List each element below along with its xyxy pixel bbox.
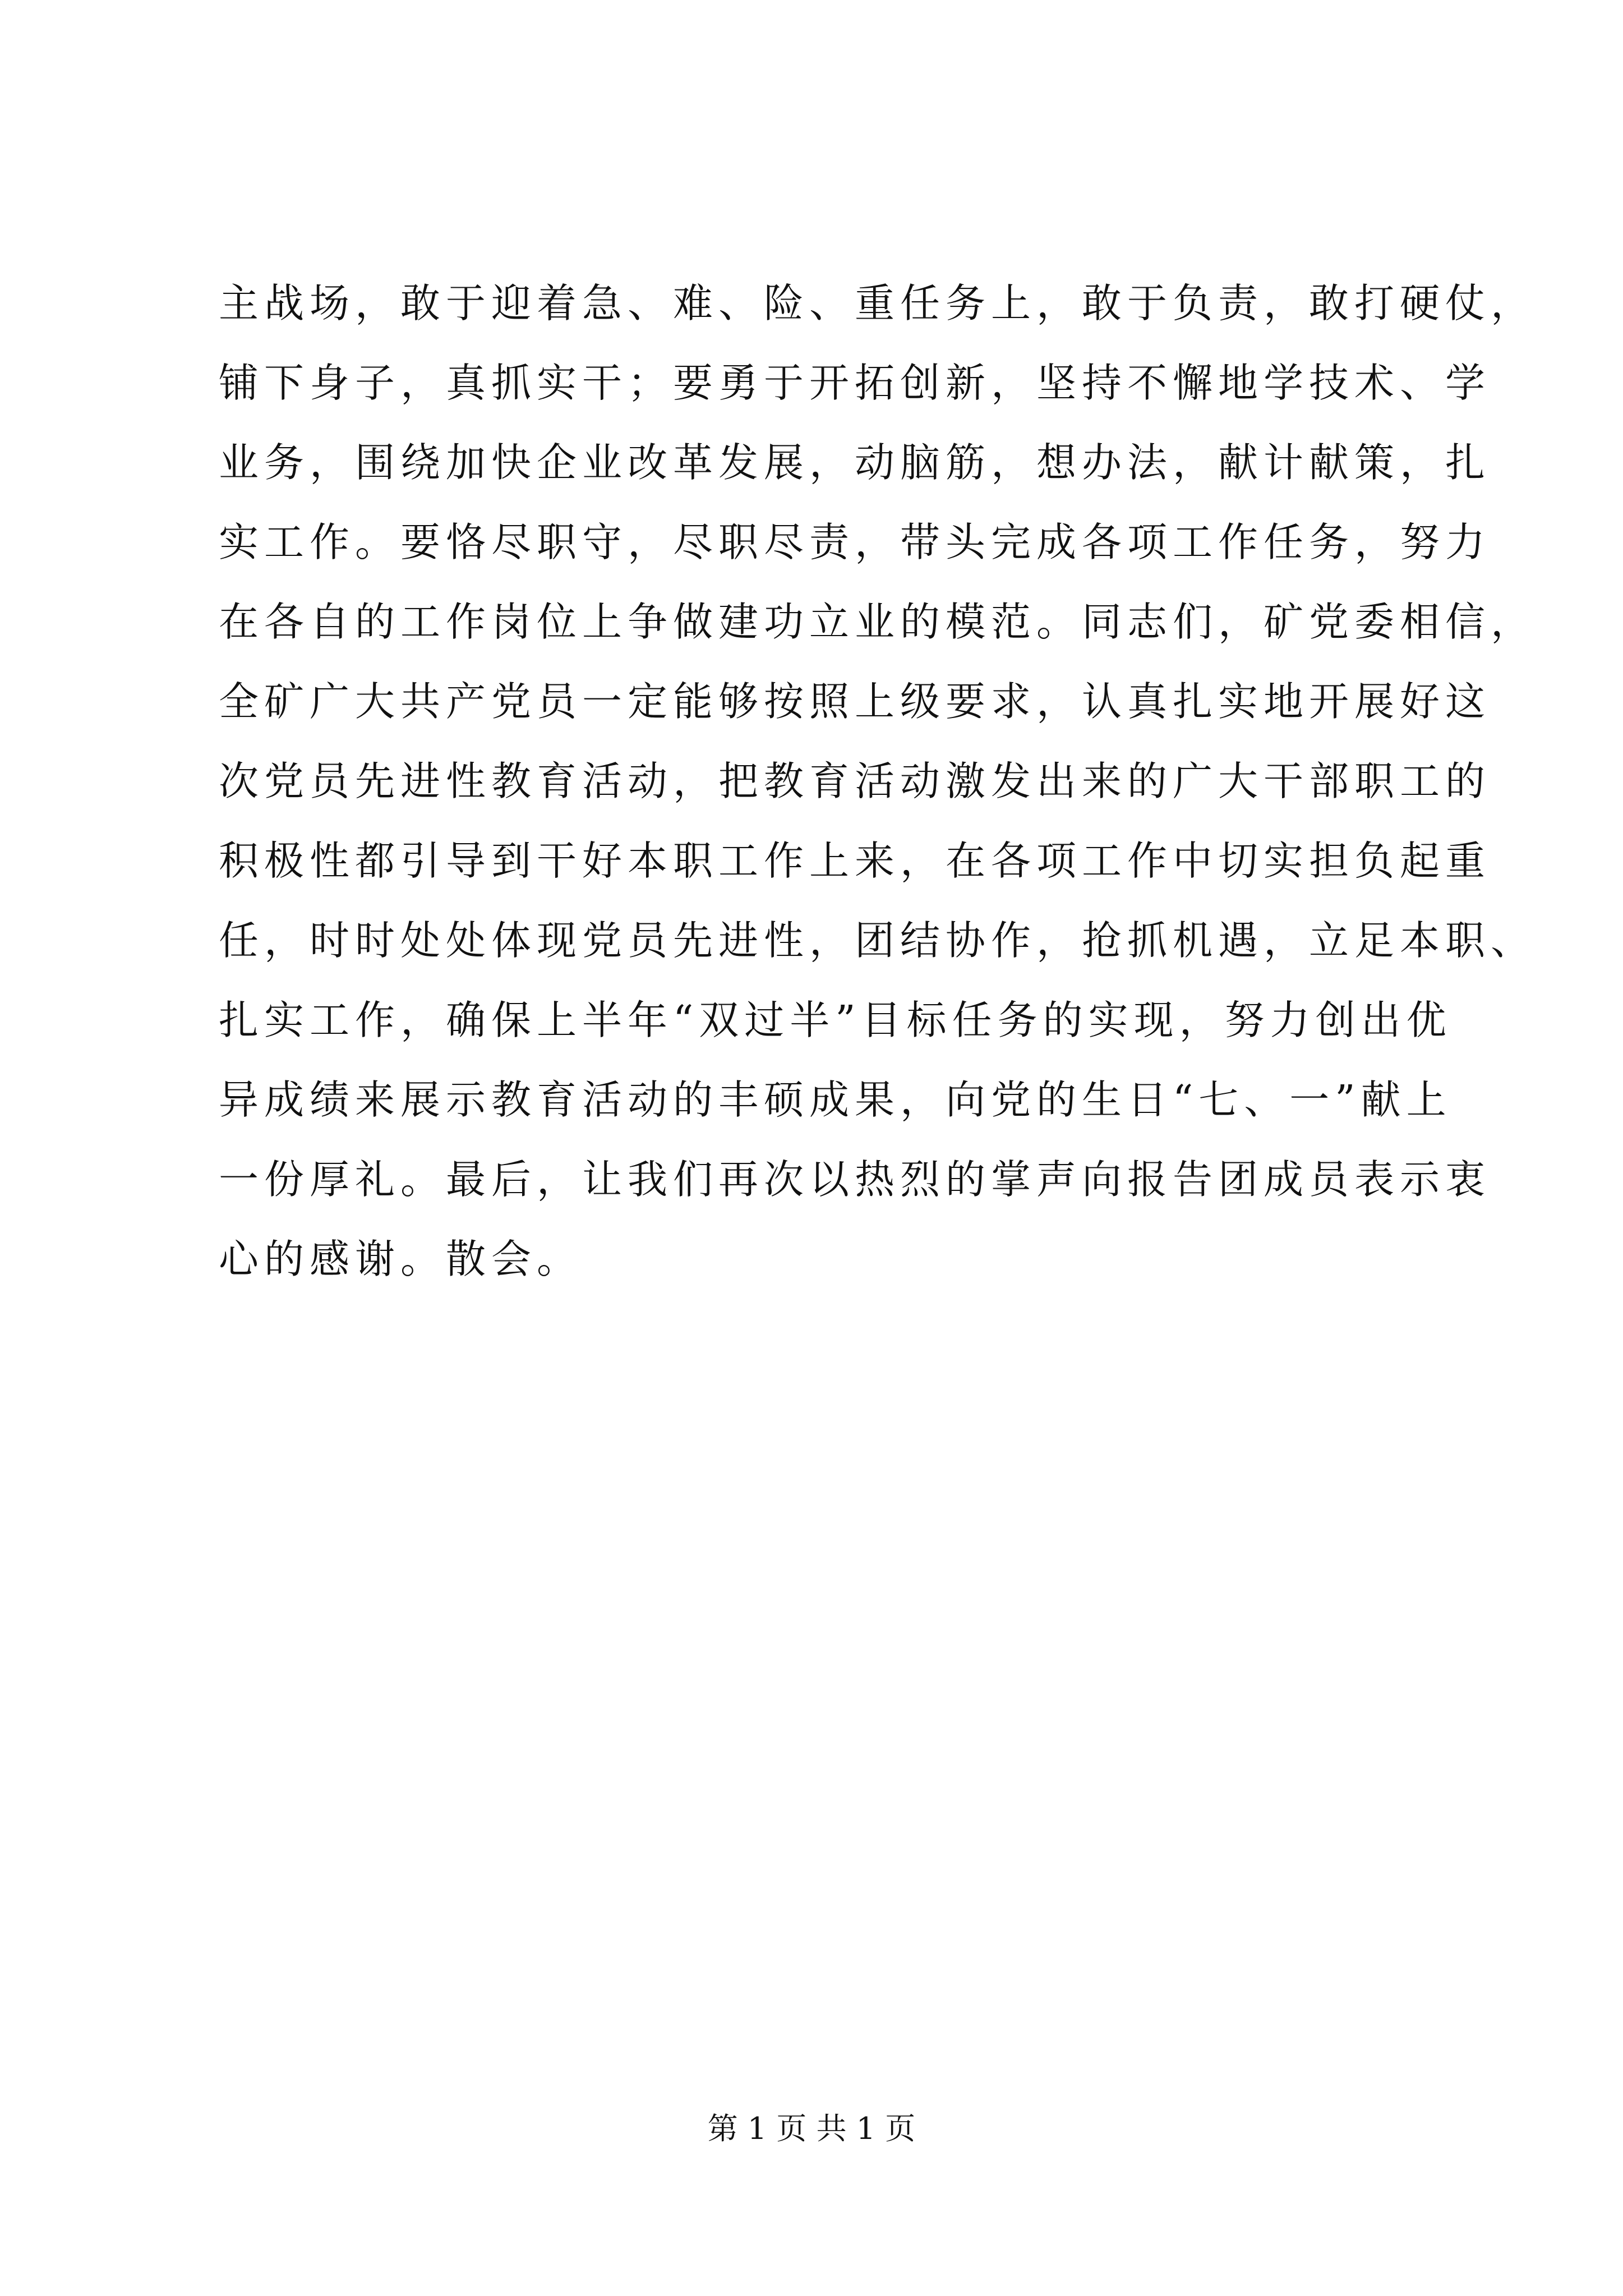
body-line: 任，时时处处体现党员先进性，团结协作，抢抓机遇，立足本职、 [219,917,1537,964]
body-line: 业务，围绕加快企业改革发展，动脑筋，想办法，献计献策，扎 [219,439,1491,486]
body-line: 积极性都引导到干好本职工作上来，在各项工作中切实担负起重 [219,838,1491,884]
body-line: 一份厚礼。最后，让我们再次以热烈的掌声向报告团成员表示衷 [219,1156,1491,1203]
body-line: 铺下身子，真抓实干；要勇于开拓创新，坚持不懈地学技术、学 [219,360,1491,406]
body-line: 扎实工作，确保上半年“双过半”目标任务的实现，努力创出优 [219,997,1452,1043]
page-number-footer: 第 1 页 共 1 页 [707,2111,916,2146]
body-line: 次党员先进性教育活动，把教育活动激发出来的广大干部职工的 [219,758,1491,804]
body-line: 在各自的工作岗位上争做建功立业的模范。同志们，矿党委相信， [219,599,1537,645]
document-body [219,264,1537,1299]
body-line: 全矿广大共产党员一定能够按照上级要求，认真扎实地开展好这 [219,678,1491,725]
body-line: 主战场，敢于迎着急、难、险、重任务上，敢于负责，敢打硬仗， [219,280,1537,326]
body-line: 异成绩来展示教育活动的丰硕成果，向党的生日“七、一”献上 [219,1076,1452,1123]
body-line: 实工作。要恪尽职守，尽职尽责，带头完成各项工作任务，努力 [219,519,1491,565]
body-line: 心的感谢。散会。 [219,1236,583,1282]
